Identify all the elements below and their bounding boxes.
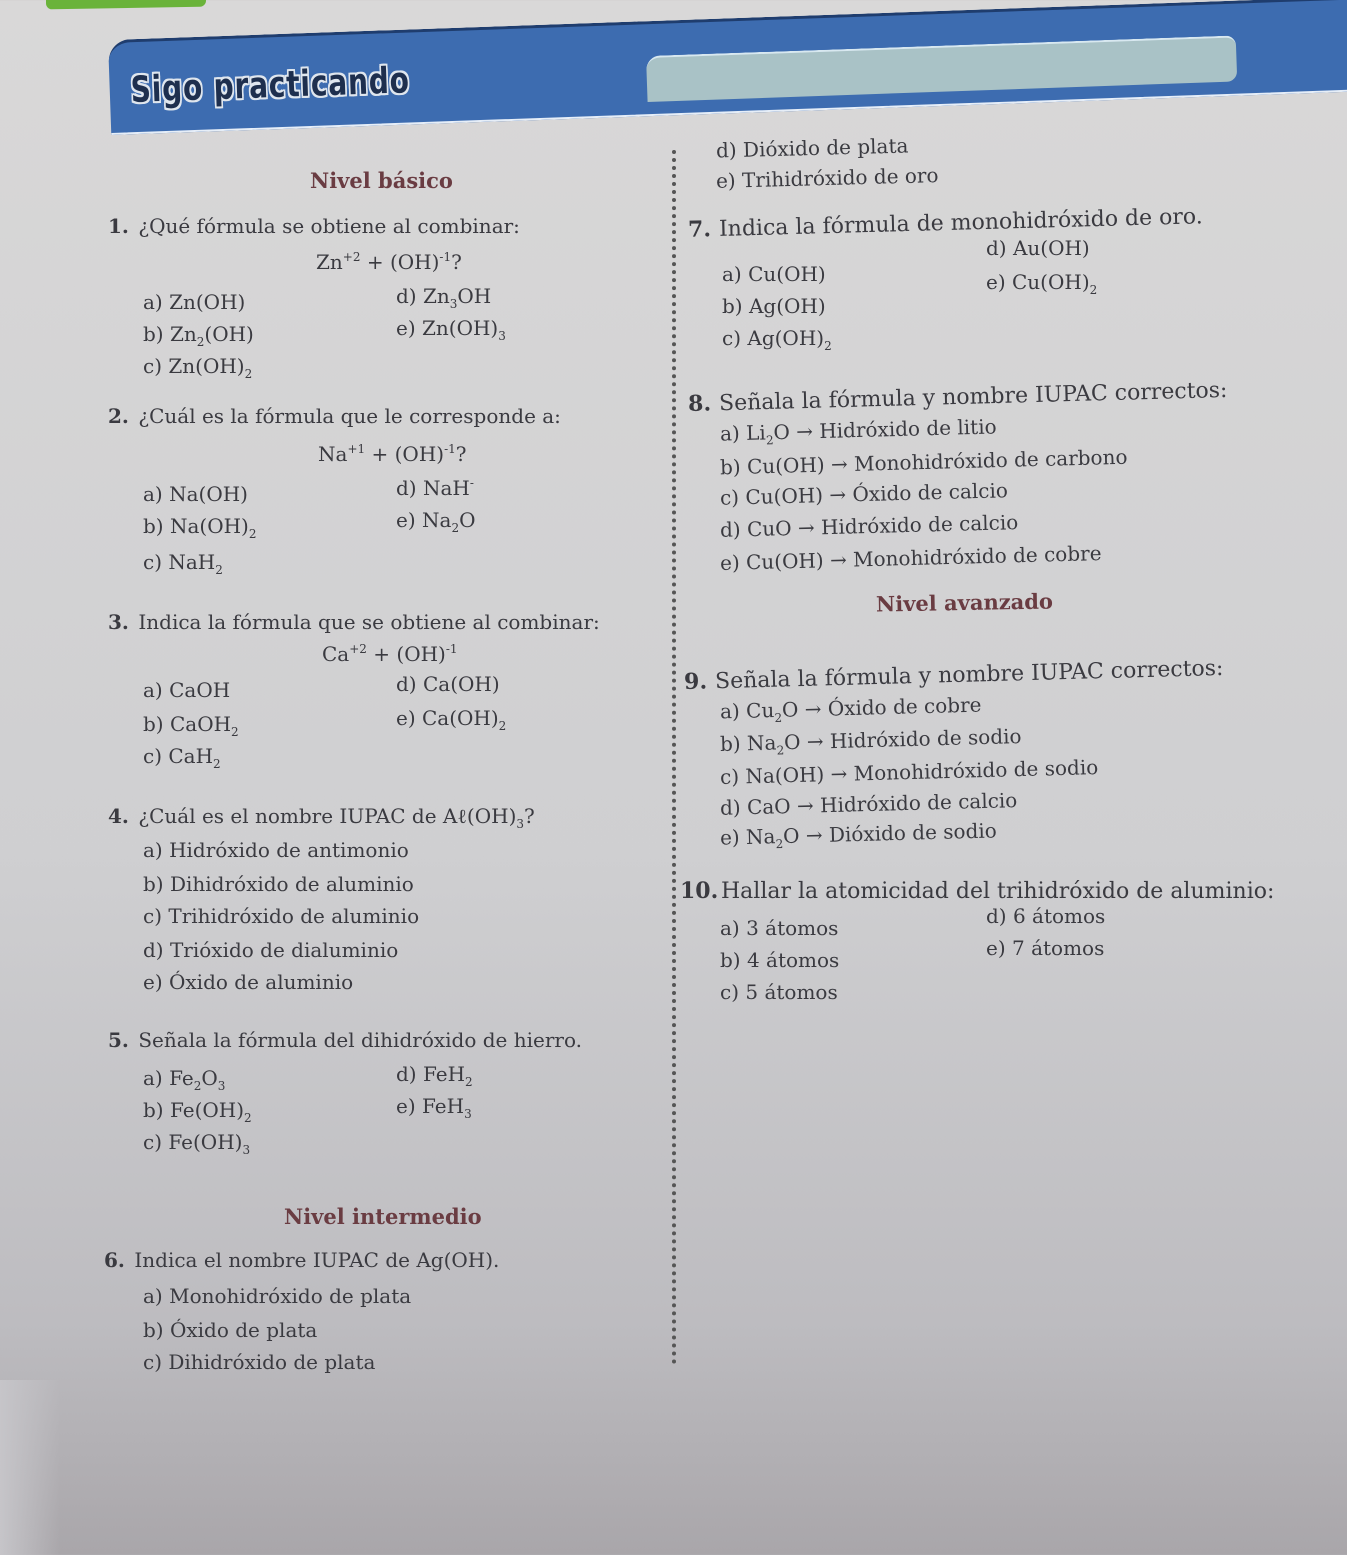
anion: + (OH): [360, 250, 440, 274]
option-text: Ca(OH): [422, 672, 500, 696]
option-label: d): [986, 236, 1007, 260]
subscript: 3: [242, 1143, 251, 1157]
option-label: b): [143, 1098, 164, 1122]
option-label: c): [143, 904, 163, 928]
option-label: b): [720, 948, 741, 972]
option-label: a): [719, 698, 741, 724]
question-8: [688, 379, 1228, 416]
option-1a[interactable]: [143, 290, 245, 314]
option-7c[interactable]: [722, 326, 832, 353]
option-4d[interactable]: [143, 938, 398, 962]
subscript: 3: [217, 1079, 226, 1093]
option-3b[interactable]: [143, 712, 239, 739]
question-number: 8.: [687, 390, 712, 418]
subscript: 2: [824, 339, 832, 353]
option-3c[interactable]: [143, 744, 221, 771]
option-3a[interactable]: [143, 678, 230, 702]
option-7a[interactable]: [722, 262, 826, 286]
cation: Na: [318, 442, 348, 466]
subscript: 2: [1089, 283, 1098, 297]
option-8b[interactable]: [720, 445, 1128, 480]
option-text: Na(OH): [169, 482, 248, 506]
question-3: [108, 612, 600, 632]
option-label: e): [715, 168, 736, 193]
question-4: [108, 806, 535, 830]
subscript: 2: [213, 757, 221, 771]
option-text: Cu: [745, 698, 775, 723]
option-7e[interactable]: [986, 270, 1097, 297]
option-label: e): [986, 270, 1006, 294]
option-text-after: O: [459, 508, 476, 532]
option-label: c): [143, 550, 163, 574]
option-text: Zn(OH): [169, 290, 246, 314]
option-label: d): [396, 1062, 417, 1086]
cation-charge: +2: [349, 642, 367, 656]
option-4c[interactable]: [143, 904, 419, 928]
option-label: c): [719, 485, 740, 510]
option-text: Zn(OH): [168, 354, 245, 378]
subscript: 2: [776, 743, 785, 758]
option-label: b): [719, 454, 741, 480]
option-label: e): [986, 936, 1006, 960]
option-text: Cu(OH) → Monohidróxido de cobre: [745, 541, 1102, 575]
option-text: Li: [745, 420, 767, 445]
option-text: Ag(OH): [748, 294, 826, 318]
option-8e[interactable]: [720, 541, 1102, 575]
option-8d[interactable]: [720, 510, 1019, 542]
option-1b[interactable]: [143, 322, 254, 349]
question-number: 9.: [683, 668, 708, 696]
option-10a[interactable]: [720, 916, 838, 940]
question-prompt: Señala la fórmula y nombre IUPAC correctos:: [714, 655, 1224, 695]
option-text: 5 átomos: [745, 980, 838, 1004]
option-label: b): [143, 514, 164, 538]
option-text-after: O → Hidróxido de sodio: [783, 724, 1022, 755]
subscript: 3: [449, 297, 458, 311]
subscript: 2: [231, 725, 239, 739]
option-text: Trihidróxido de oro: [741, 163, 939, 193]
option-text-after: O → Óxido de cobre: [781, 692, 982, 722]
level-title-advanced: Nivel avanzado: [875, 588, 1054, 617]
option-5b[interactable]: [143, 1098, 252, 1125]
option-9c[interactable]: [720, 755, 1099, 789]
option-6e[interactable]: [716, 163, 939, 193]
page-shadow: [0, 1380, 60, 1555]
option-text: Zn: [169, 322, 197, 346]
option-label: d): [986, 904, 1007, 928]
option-label: d): [719, 517, 741, 542]
option-label: d): [396, 476, 417, 500]
decorative-green-strip: [46, 0, 206, 9]
option-5a[interactable]: [143, 1066, 225, 1093]
option-label: e): [719, 825, 740, 850]
option-text: 4 átomos: [746, 948, 840, 972]
option-label: a): [143, 838, 163, 862]
option-10d[interactable]: [986, 904, 1105, 928]
anion-charge: -1: [439, 250, 452, 264]
option-7b[interactable]: [722, 294, 826, 318]
question-prompt: Hallar la atomicidad del trihidróxido de aluminio:: [721, 879, 1275, 904]
option-1e[interactable]: [396, 316, 506, 343]
question-number: 10.: [680, 878, 719, 904]
option-text: Dihidróxido de plata: [168, 1350, 376, 1374]
cation: Ca: [322, 642, 350, 666]
option-text: Na: [746, 730, 777, 756]
option-text: Fe: [169, 1066, 194, 1090]
option-6b[interactable]: [143, 1318, 317, 1342]
option-label: c): [719, 764, 740, 789]
option-text: Zn: [422, 284, 450, 308]
option-text: Cu(OH) → Óxido de calcio: [745, 478, 1009, 510]
option-label: b): [143, 1318, 164, 1342]
subscript: 2: [193, 1079, 202, 1093]
option-2a[interactable]: [143, 482, 248, 506]
option-label: a): [722, 262, 742, 286]
option-text: Na(OH) → Monohidróxido de sodio: [745, 755, 1099, 789]
subscript: 3: [464, 1107, 472, 1121]
option-text: CaO → Hidróxido de calcio: [746, 788, 1018, 820]
option-text-after: O: [201, 1066, 218, 1090]
option-text: Zn(OH): [422, 316, 499, 340]
option-3d[interactable]: [396, 672, 500, 696]
option-label: d): [715, 137, 737, 163]
subscript: 3: [498, 329, 506, 343]
option-text-after: (OH): [204, 322, 254, 346]
question-number: 6.: [104, 1248, 125, 1272]
ion-equation: [318, 442, 467, 466]
question-10: [680, 880, 1274, 903]
question-prompt: ¿Qué fórmula se obtiene al combinar:: [138, 214, 520, 238]
option-2b[interactable]: [143, 514, 256, 541]
option-text: NaH: [168, 550, 216, 574]
option-text: Cu(OH) → Monohidróxido de carbono: [746, 444, 1128, 479]
question-5: [108, 1030, 582, 1050]
option-label: c): [722, 326, 742, 350]
level-title-intermediate: Nivel intermedio: [284, 1204, 482, 1229]
question-1: [108, 216, 520, 236]
option-6d[interactable]: [716, 133, 909, 162]
subscript: 2: [774, 710, 783, 725]
option-label: a): [143, 1066, 163, 1090]
option-label: d): [143, 938, 164, 962]
option-2c[interactable]: [143, 550, 223, 577]
question-prompt: Señala la fórmula y nombre IUPAC correctos:: [718, 377, 1228, 417]
question-prompt: Indica la fórmula que se obtiene al combinar:: [138, 610, 600, 634]
option-label: b): [143, 322, 164, 346]
option-label: b): [143, 872, 164, 896]
subscript: 3: [516, 817, 525, 831]
option-label: a): [143, 482, 163, 506]
question-prompt: Señala la fórmula del dihidróxido de hierro.: [138, 1028, 583, 1052]
option-text: Au(OH): [1012, 236, 1090, 260]
option-label: d): [719, 795, 741, 820]
subscript: 2: [196, 335, 205, 349]
option-text: Na: [745, 824, 776, 849]
cation-charge: +2: [342, 250, 361, 264]
option-text: Hidróxido de antimonio: [169, 838, 409, 862]
ion-equation: [322, 642, 458, 666]
subscript: 2: [451, 521, 460, 535]
cation-charge: +1: [347, 442, 366, 456]
option-label: b): [143, 712, 164, 736]
subscript: 2: [765, 433, 774, 448]
option-9d[interactable]: [720, 788, 1018, 820]
option-text: NaH: [422, 476, 470, 500]
option-1d[interactable]: [396, 284, 491, 311]
option-8c[interactable]: [720, 478, 1008, 510]
question-prompt: Indica el nombre IUPAC de Ag(OH).: [134, 1248, 500, 1272]
option-text: Fe(OH): [169, 1098, 245, 1122]
option-label: c): [720, 980, 740, 1004]
option-label: a): [719, 421, 741, 446]
option-label: a): [720, 916, 740, 940]
option-text: Cu(OH): [748, 262, 826, 286]
option-label: a): [143, 1284, 163, 1308]
option-text: CaOH: [169, 678, 231, 702]
question-prompt: Indica la fórmula de monohidróxido de oro.: [718, 204, 1204, 242]
question-number: 3.: [108, 610, 129, 634]
option-label: c): [143, 1350, 163, 1374]
option-4e[interactable]: [143, 970, 353, 994]
option-6c[interactable]: [143, 1350, 375, 1374]
subscript: 2: [215, 563, 223, 577]
option-text: Dihidróxido de aluminio: [169, 872, 414, 896]
ion-equation: [316, 250, 462, 274]
option-2e[interactable]: [396, 508, 475, 535]
option-9b[interactable]: [720, 724, 1022, 759]
option-text: Trihidróxido de aluminio: [168, 904, 420, 928]
question-number: 2.: [108, 404, 129, 428]
option-text-after: O → Dióxido de sodio: [782, 818, 998, 848]
question-number: 1.: [108, 214, 129, 238]
anion-charge: -1: [444, 442, 456, 456]
option-label: a): [143, 678, 163, 702]
option-text: 6 átomos: [1012, 904, 1106, 928]
anion-charge: -1: [445, 642, 458, 656]
option-text: Ca(OH): [422, 706, 499, 730]
page-title: Sigo practicando: [130, 60, 411, 111]
option-text: Monohidróxido de plata: [169, 1284, 412, 1308]
option-3e[interactable]: [396, 706, 506, 733]
option-text: FeH: [422, 1062, 466, 1086]
option-text: Fe(OH): [168, 1130, 243, 1154]
option-10c[interactable]: [720, 980, 838, 1004]
option-label: b): [719, 731, 741, 756]
subscript: 2: [248, 527, 257, 541]
option-label: c): [143, 1130, 163, 1154]
option-6a[interactable]: [143, 1284, 411, 1308]
option-4a[interactable]: [143, 838, 409, 862]
anion: + (OH): [366, 642, 446, 666]
option-10b[interactable]: [720, 948, 839, 972]
option-label: e): [396, 316, 416, 340]
option-label: d): [396, 672, 417, 696]
option-text: CuO → Hidróxido de calcio: [746, 510, 1019, 542]
option-text: Trióxido de dialuminio: [169, 938, 399, 962]
option-label: c): [143, 354, 163, 378]
option-text: CaOH: [169, 712, 232, 736]
option-label: e): [719, 550, 741, 575]
question-prompt: ¿Cuál es el nombre IUPAC de Aℓ(OH): [138, 804, 517, 828]
level-title-basic: Nivel básico: [310, 168, 453, 193]
option-label: e): [396, 706, 416, 730]
option-text: Ag(OH): [747, 326, 825, 350]
option-text: Dióxido de plata: [742, 133, 909, 162]
question-6: [104, 1250, 499, 1270]
option-4b[interactable]: [143, 872, 414, 896]
question-number: 5.: [108, 1028, 129, 1052]
option-1c[interactable]: [143, 354, 252, 381]
question-2: [108, 406, 561, 426]
option-8a[interactable]: [720, 414, 997, 448]
subscript: 2: [465, 1075, 473, 1089]
option-label: b): [722, 294, 743, 318]
subscript: 2: [498, 719, 507, 733]
question-number: 7.: [687, 216, 712, 243]
option-label: e): [396, 1094, 416, 1118]
option-label: a): [143, 290, 163, 314]
subscript: 2: [244, 1111, 252, 1125]
question-mark: ?: [451, 250, 462, 274]
option-text: 7 átomos: [1012, 936, 1105, 960]
subscript: 2: [775, 836, 784, 852]
option-5c[interactable]: [143, 1130, 250, 1157]
question-7: [688, 205, 1203, 241]
option-10e[interactable]: [986, 936, 1104, 960]
option-label: d): [396, 284, 417, 308]
option-text: FeH: [422, 1094, 465, 1118]
option-text: Na: [422, 508, 452, 532]
option-text: Cu(OH): [1012, 270, 1090, 294]
option-label: e): [143, 970, 163, 994]
question-9: [684, 657, 1224, 694]
question-mark: ?: [524, 804, 535, 828]
option-text: Na(OH): [169, 514, 249, 538]
question-number: 4.: [108, 804, 129, 828]
option-text: Óxido de plata: [169, 1318, 318, 1342]
option-2d[interactable]: [396, 476, 474, 500]
option-label: c): [143, 744, 163, 768]
option-text: CaH: [168, 744, 214, 768]
question-mark: ?: [455, 442, 467, 466]
option-text: 3 átomos: [746, 916, 839, 940]
option-9a[interactable]: [720, 693, 982, 727]
column-divider: [672, 150, 676, 1365]
option-7d[interactable]: [986, 236, 1090, 260]
subscript: 2: [244, 367, 253, 381]
superscript: -: [469, 476, 474, 490]
option-5e[interactable]: [396, 1094, 472, 1121]
option-text-after: OH: [457, 284, 492, 308]
question-prompt: ¿Cuál es la fórmula que le corresponde a:: [138, 404, 561, 428]
anion: + (OH): [365, 442, 445, 466]
option-text: Óxido de aluminio: [169, 970, 354, 994]
option-9e[interactable]: [720, 818, 997, 852]
cation: Zn: [316, 250, 343, 274]
option-text-after: O → Hidróxido de litio: [773, 414, 997, 445]
option-label: e): [396, 508, 416, 532]
option-5d[interactable]: [396, 1062, 473, 1089]
